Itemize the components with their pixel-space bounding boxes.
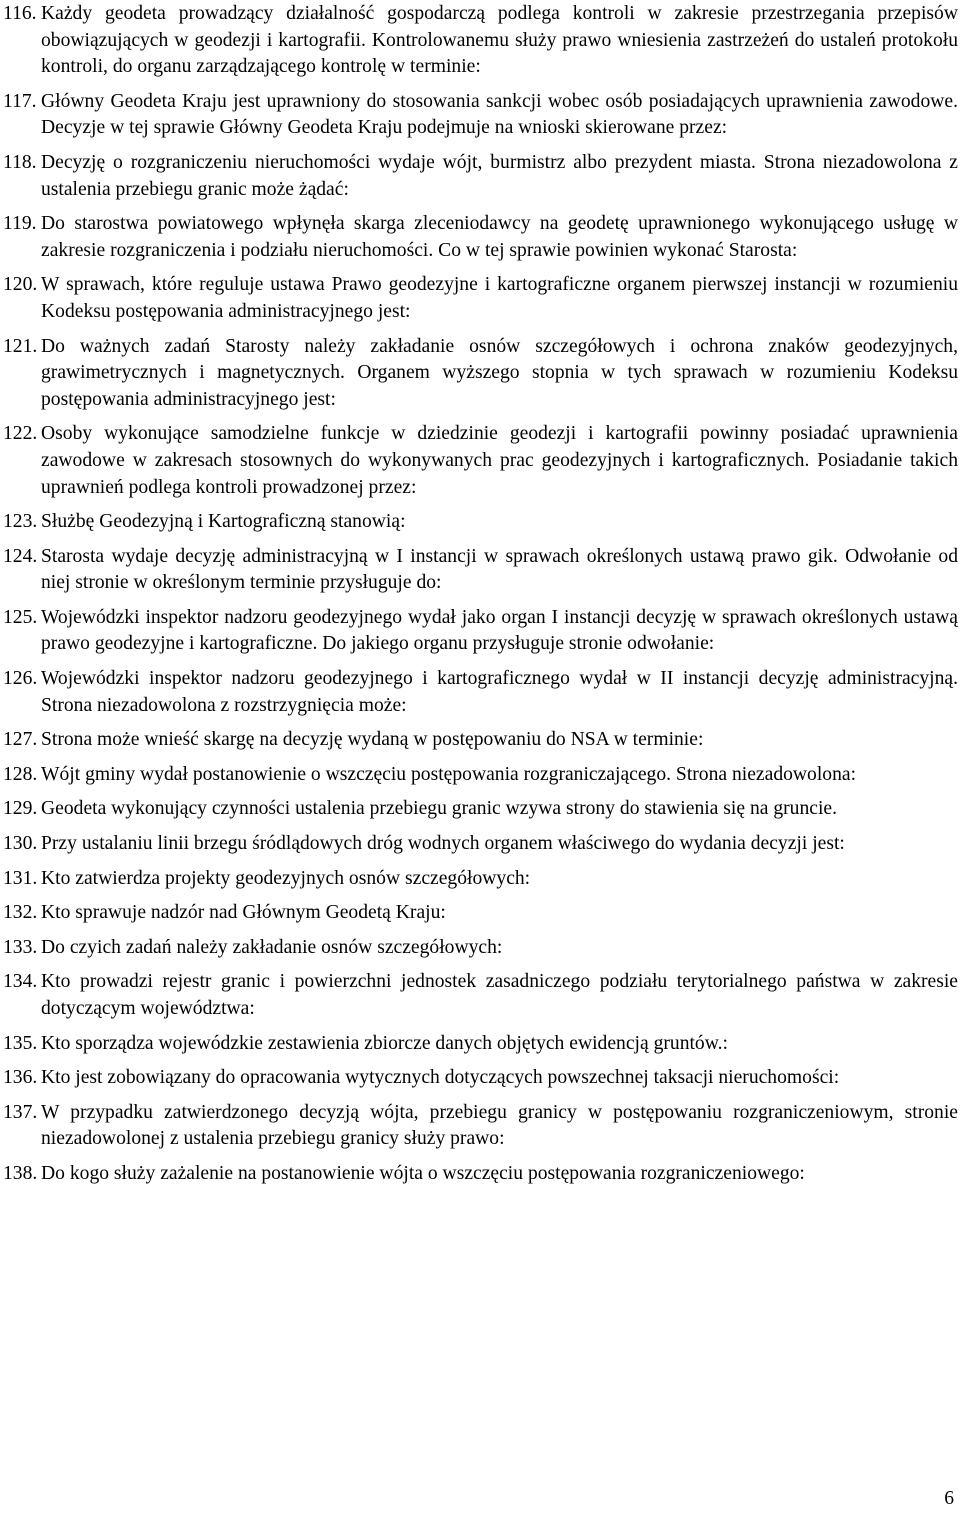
question-number: 126. [3,668,38,690]
question-item [3,421,958,501]
question-text: W sprawach, które reguluje ustawa Prawo geodezyjne i kartograficzne organem pierwszej instancji w rozumieniu Kodeksu postępowania administracyjnego jest: [41,274,958,322]
question-item [3,831,958,858]
question-number: 116. [3,3,37,24]
question-item [3,1,958,81]
question-text: Wojewódzki inspektor nadzoru geodezyjnego wydał jako organ I instancji decyzję w sprawach określonych ustawą prawo geodezyjne i kartograficzne. Do jakiego organu przysługuje stronie odwołanie: [41,606,958,655]
question-text: Kto prowadzi rejestr granic i powierzchni jednostek zasadniczego podziału terytorialnego państwa w zakresie dotyczącym województwa: [41,971,958,1019]
question-text: Kto jest zobowiązany do opracowania wytycznych dotyczących powszechnej taksacji nieruchomości: [41,1067,840,1089]
question-item [3,1100,958,1153]
question-number: 135. [3,1032,38,1054]
question-number: 118. [3,151,37,173]
question-item [3,1031,958,1058]
question-item [3,796,958,823]
question-item [3,1065,958,1092]
question-item [3,211,958,264]
question-item [3,666,958,719]
question-number: 129. [3,798,38,820]
question-item [3,762,958,789]
question-number: 137. [3,1101,38,1123]
question-text: Służbę Geodezyjną i Kartograficzną stanowią: [41,511,406,533]
question-number: 124. [3,545,38,567]
question-number: 122. [3,423,38,445]
question-text: Geodeta wykonujący czynności ustalenia przebiegu granic wzywa strony do stawienia się na gruncie. [41,798,837,820]
question-item [3,89,958,142]
question-number: 117. [3,90,37,112]
question-number: 138. [3,1162,38,1184]
question-text: Kto sporządza wojewódzkie zestawienia zbiorcze danych objętych ewidencją gruntów.: [41,1032,728,1054]
page-number: 6 [944,1488,954,1509]
question-number: 128. [3,763,38,785]
question-item [3,1161,958,1188]
question-number: 136. [3,1067,38,1089]
question-number: 120. [3,274,38,296]
question-number: 130. [3,833,38,855]
question-text: Starosta wydaje decyzję administracyjną w I instancji w sprawach określonych ustawą prawo gik. Odwołanie od niej stronie w określonym terminie przysługuje do: [41,545,958,594]
question-text: Przy ustalaniu linii brzegu śródlądowych dróg wodnych organem właściwego do wydania decyzji jest: [41,833,845,855]
question-text: Kto sprawuje nadzór nad Głównym Geodetą Kraju: [41,902,446,924]
question-text: W przypadku zatwierdzonego decyzją wójta, przebiegu granicy w postępowaniu rozgraniczeniowym, stronie niezadowolonej z ustalenia przebiegu granicy służy prawo: [41,1101,958,1150]
question-text: Kto zatwierdza projekty geodezyjnych osnów szczegółowych: [41,867,531,889]
question-number: 131. [3,867,38,889]
question-item [3,334,958,414]
question-text: Decyzję o rozgraniczeniu nieruchomości wydaje wójt, burmistrz albo prezydent miasta. Strona niezadowolona z ustalenia przebiegu granic może żądać: [41,151,958,200]
question-item [3,150,958,203]
question-number: 125. [3,606,38,628]
question-text: Do kogo służy zażalenie na postanowienie wójta o wszczęciu postępowania rozgraniczeniowego: [41,1162,805,1184]
question-number: 134. [3,971,38,993]
question-number: 133. [3,936,38,958]
question-text: Główny Geodeta Kraju jest uprawniony do stosowania sankcji wobec osób posiadających uprawnienia zawodowe. Decyzje w tej sprawie Główny Geodeta Kraju podejmuje na wnioski skierowane przez: [41,90,958,139]
question-list [3,1,958,1188]
question-number: 121. [3,335,38,357]
question-text: Wójt gminy wydał postanowienie o wszczęciu postępowania rozgraniczającego. Strona niezadowolona: [41,763,857,785]
question-number: 132. [3,902,38,924]
question-item [3,935,958,962]
question-item [3,605,958,658]
question-number: 127. [3,729,38,751]
question-item [3,509,958,536]
question-item [3,866,958,893]
question-item [3,900,958,927]
question-item [3,272,958,325]
question-number: 119. [3,213,37,235]
question-item [3,544,958,597]
question-text: Do starostwa powiatowego wpłynęła skarga zleceniodawcy na geodetę uprawnionego wykonującego usługę w zakresie rozgraniczenia i podziału nieruchomości. Co w tej sprawie powinien wykonać Starosta: [41,213,958,261]
question-item [3,969,958,1022]
question-number: 123. [3,511,38,533]
question-item [3,727,958,754]
question-text: Do ważnych zadań Starosty należy zakładanie osnów szczegółowych i ochrona znaków geodezyjnych, grawimetrycznych i magnetycznych. Organem wyższego stopnia w tych sprawach w rozumieniu Kodeksu postępowania administracyjnego jest: [41,335,958,410]
question-text: Każdy geodeta prowadzący działalność gospodarczą podlega kontroli w zakresie przestrzegania przepisów obowiązujących w geodezji i kartografii. Kontrolowanemu służy prawo wniesienia zastrzeżeń do ustaleń protokołu kontroli, do organu zarządzającego kontrolę w terminie: [41,3,958,78]
question-text: Osoby wykonujące samodzielne funkcje w dziedzinie geodezji i kartografii powinny posiadać uprawnienia zawodowe w zakresach stosownych do wykonywanych prac geodezyjnych i kartograficznych. Posiadanie takich uprawnień podlega kontroli prowadzonej przez: [41,423,958,498]
question-text: Strona może wnieść skargę na decyzję wydaną w postępowaniu do NSA w terminie: [41,729,704,751]
question-text: Do czyich zadań należy zakładanie osnów szczegółowych: [41,936,503,958]
question-text: Wojewódzki inspektor nadzoru geodezyjnego i kartograficznego wydał w II instancji decyzję administracyjną. Strona niezadowolona z rozstrzygnięcia może: [41,668,958,716]
